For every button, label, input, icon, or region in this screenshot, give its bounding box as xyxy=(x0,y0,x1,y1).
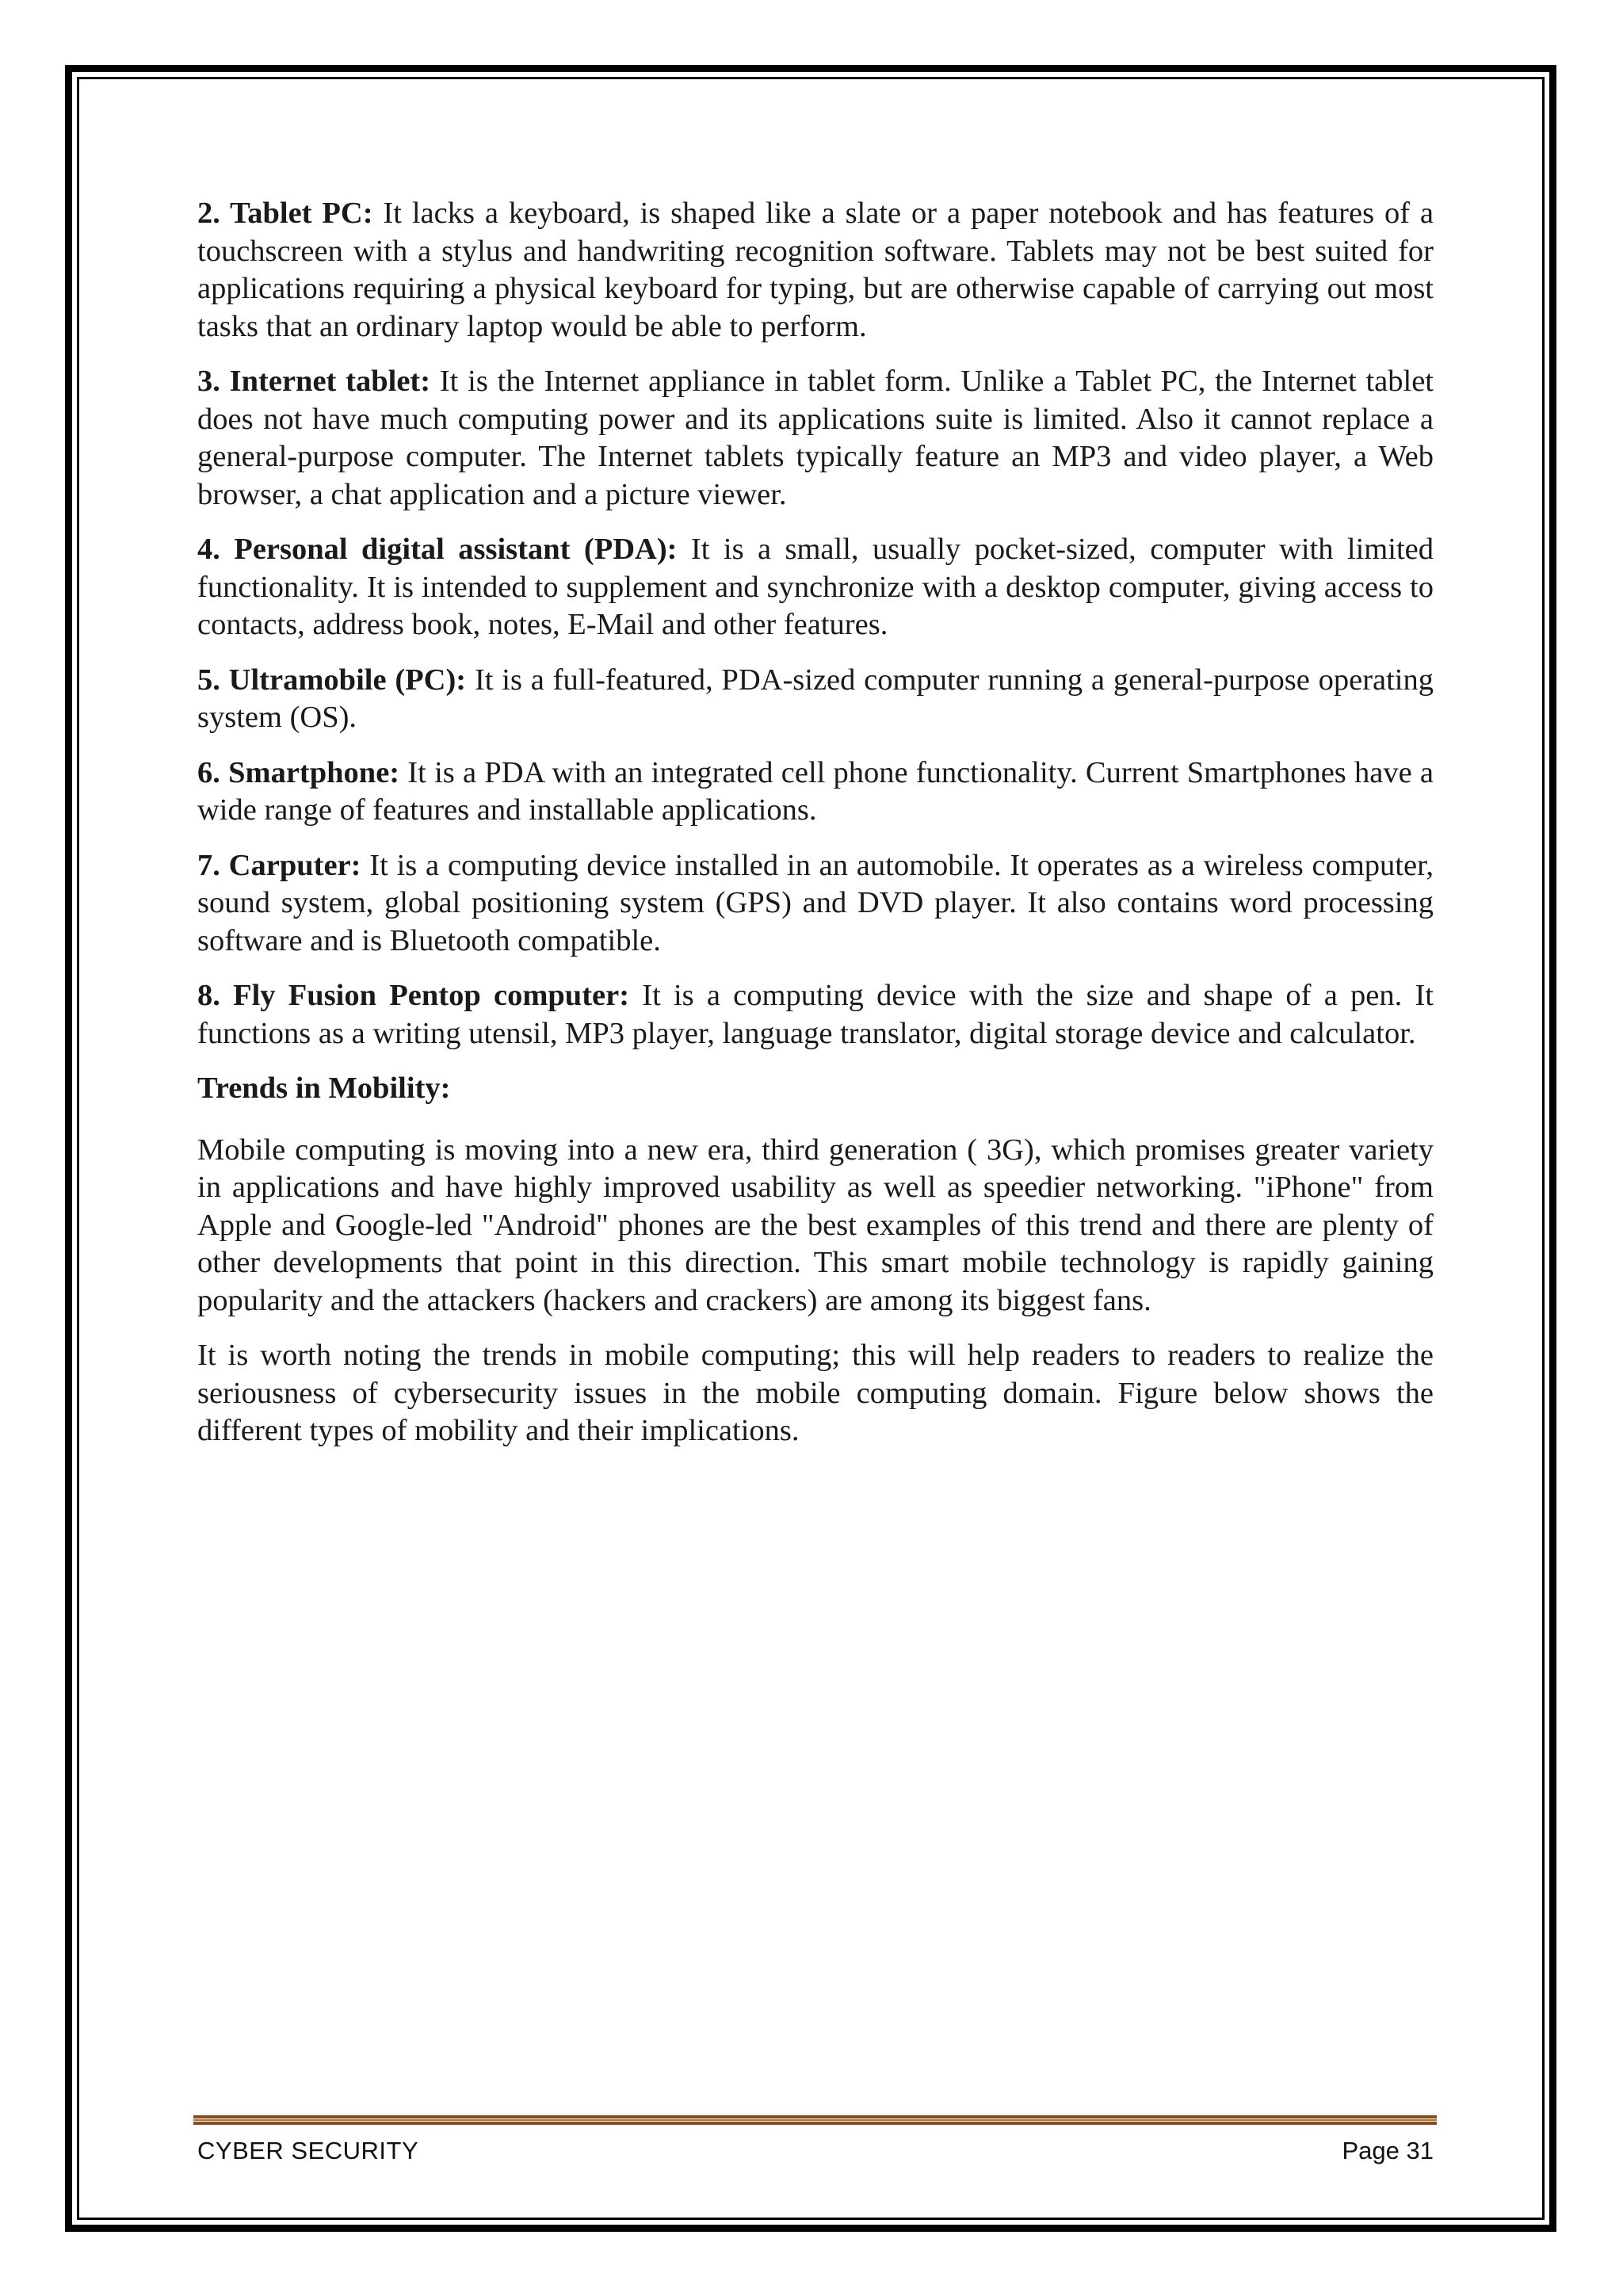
term-label: 5. Ultramobile (PC): xyxy=(197,663,467,697)
paragraph-pda xyxy=(197,531,1434,644)
paragraph-carputer xyxy=(197,847,1434,961)
footer-rule xyxy=(193,2115,1437,2125)
term-label: 4. Personal digital assistant (PDA): xyxy=(197,533,678,566)
page-number: Page 31 xyxy=(1342,2137,1434,2164)
body-paragraph: Mobile computing is moving into a new era, third generation ( 3G), which promises greater variety in applications and have highly improved usability as well as speedier networking. "iPhone" from Apple and Google-led "Android" phones are the best examples of this trend and there are plenty of other developments that point in this direction. This smart mobile technology is rapidly gaining popularity and the attackers (hackers and crackers) are among its biggest fans. xyxy=(197,1133,1434,1317)
paragraph-pentop xyxy=(197,977,1434,1052)
paragraph-internet-tablet xyxy=(197,363,1434,514)
paragraph-ultramobile xyxy=(197,662,1434,737)
paragraph-text: It is a computing device with the size and shape of a pen. It functions as a writing utensil, MP3 player, language translator, digital storage device and calculator. xyxy=(197,979,1434,1050)
footer-title: CYBER SECURITY xyxy=(197,2137,419,2164)
paragraph-text: It is the Internet appliance in tablet form. Unlike a Tablet PC, the Internet tablet does not have much computing power and its applications suite is limited. Also it cannot replace a general-purpose computer. The Internet tablets typically feature an MP3 and video player, a Web browser, a chat application and a picture viewer. xyxy=(197,365,1434,511)
term-label: 8. Fly Fusion Pentop computer: xyxy=(197,979,630,1012)
paragraph-tablet-pc xyxy=(197,195,1434,346)
term-label: 2. Tablet PC: xyxy=(197,197,373,230)
paragraph-text: It is a full-featured, PDA-sized computer running a general-purpose operating system (OS). xyxy=(197,663,1434,734)
page-content xyxy=(197,195,1434,1468)
paragraph-text: It is a computing device installed in an automobile. It operates as a wireless computer, sound system, global positioning system (GPS) and DVD player. It also contains word processing software and is Bluetooth compatible. xyxy=(197,848,1434,957)
paragraph-smartphone xyxy=(197,755,1434,830)
term-label: 3. Internet tablet: xyxy=(197,365,431,398)
paragraph-text: It is a small, usually pocket-sized, computer with limited functionality. It is intended to supplement and synchronize with a desktop computer, giving access to contacts, address book, notes, E-Mail and other features. xyxy=(197,533,1434,641)
term-label: 6. Smartphone: xyxy=(197,755,400,789)
paragraph-text: It is a PDA with an integrated cell phone functionality. Current Smartphones have a wide range of features and installable applications. xyxy=(197,755,1434,827)
body-paragraph: It is worth noting the trends in mobile computing; this will help readers to readers to realize the seriousness of cybersecurity issues in the mobile computing domain. Figure below shows the different types of mobility and their implications. xyxy=(197,1339,1434,1447)
section-heading: Trends in Mobility: xyxy=(197,1072,451,1105)
paragraph-text: It lacks a keyboard, is shaped like a slate or a paper notebook and has features of a touchscreen with a stylus and handwriting recognition software. Tablets may not be best suited for applications requiring a physical keyboard for typing, but are otherwise capable of carrying out most tasks that an ordinary laptop would be able to perform. xyxy=(197,197,1434,343)
term-label: 7. Carputer: xyxy=(197,848,361,882)
